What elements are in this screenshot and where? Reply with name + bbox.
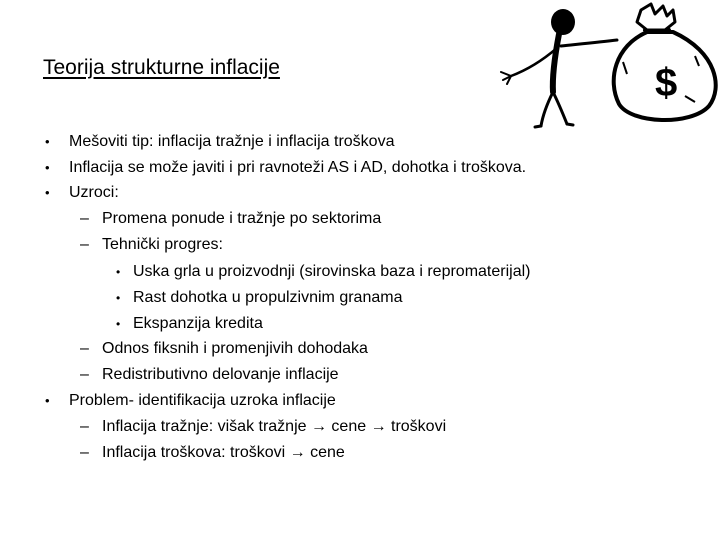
sub-item-6: Inflacija troškova: troškovi → cene bbox=[102, 444, 345, 461]
sub-item-4: Redistributivno delovanje inflacije bbox=[102, 366, 339, 383]
dollar-sign-icon: $ bbox=[655, 61, 678, 105]
slide-title: Teorija strukturne inflacije bbox=[43, 56, 280, 79]
dot-marker: • bbox=[116, 317, 121, 331]
sub-item-2: Tehnički progres: bbox=[102, 236, 223, 253]
dash-marker: – bbox=[80, 236, 89, 253]
sub-item-3: Odnos fiksnih i promenjivih dohodaka bbox=[102, 340, 368, 357]
bullet-item-4: Problem- identifikacija uzroka inflacije bbox=[69, 392, 336, 409]
bullet-item-1: Mešoviti tip: inflacija tražnje i inflacija troškova bbox=[69, 133, 395, 150]
dash-marker: – bbox=[80, 340, 89, 357]
dash-marker: – bbox=[80, 444, 89, 461]
sub-sub-item-1: Uska grla u proizvodnji (sirovinska baza i repromaterijal) bbox=[133, 263, 531, 280]
sub-item-5: Inflacija tražnje: višak tražnje → cene → troškovi bbox=[102, 418, 447, 435]
bullet-item-2: Inflacija se može javiti i pri ravnoteži AS i AD, dohotka i troškova. bbox=[69, 159, 527, 176]
sub-item-1: Promena ponude i tražnje po sektorima bbox=[102, 210, 382, 227]
dot-marker: • bbox=[116, 291, 121, 305]
dot-marker: • bbox=[116, 265, 121, 279]
dash-marker: – bbox=[80, 366, 89, 383]
bullet-marker: • bbox=[45, 185, 50, 200]
stick-figure-with-money-bag-icon bbox=[495, 0, 720, 130]
bullet-marker: • bbox=[45, 160, 50, 175]
bullet-item-3: Uzroci: bbox=[69, 184, 119, 201]
sub-sub-item-3: Ekspanzija kredita bbox=[133, 315, 263, 332]
sub-sub-item-2: Rast dohotka u propulzivnim granama bbox=[133, 289, 403, 306]
bullet-marker: • bbox=[45, 393, 50, 408]
dash-marker: – bbox=[80, 210, 89, 227]
dash-marker: – bbox=[80, 418, 89, 435]
bullet-marker: • bbox=[45, 134, 50, 149]
